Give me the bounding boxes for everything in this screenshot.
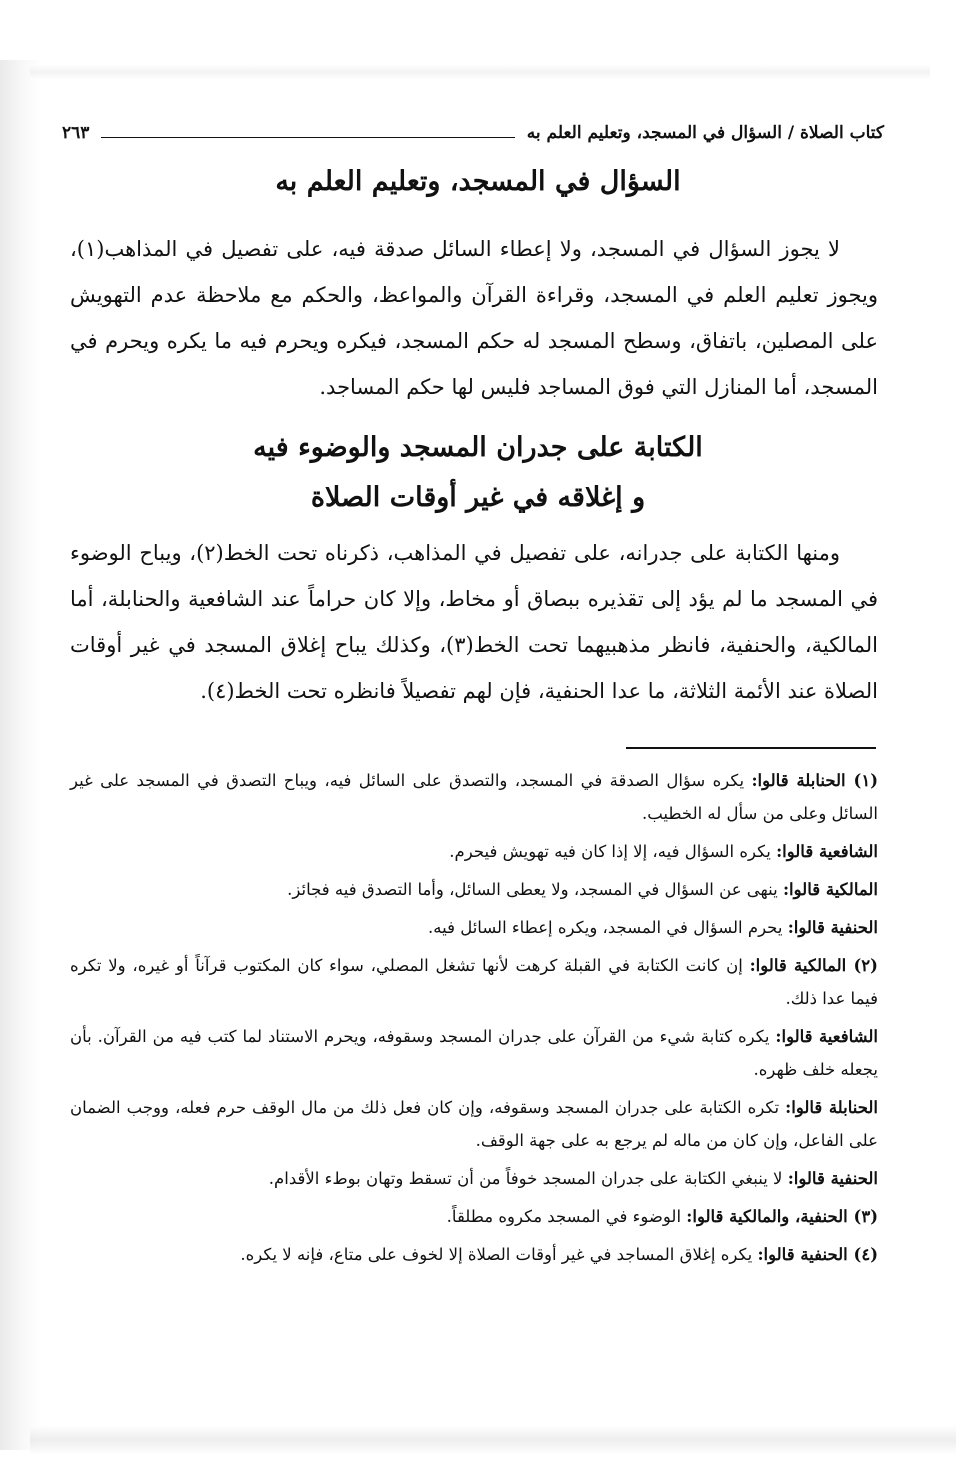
- header-rule: [101, 137, 514, 138]
- footnote: [70, 873, 878, 906]
- footnote-label: الحنابلة قالوا:: [785, 1098, 878, 1117]
- running-header: [62, 116, 884, 150]
- section-1-paragraph: [70, 226, 878, 410]
- footnote-label: الحنفية قالوا:: [787, 918, 878, 937]
- footnote-label: الشافعية قالوا:: [775, 1027, 878, 1046]
- section-heading-2-line-1: الكتابة على جدران المسجد والوضوء فيه: [253, 432, 703, 463]
- section-heading-1: السؤال في المسجد، وتعليم العلم به: [275, 166, 681, 197]
- footnote-label: المالكية قالوا:: [782, 880, 878, 899]
- footnote-text: يكره سؤال الصدقة في المسجد، والتصدق على السائل فيه، ويباح التصدق في المسجد على غير السائل وعلى من سأل له الخطيب.: [70, 771, 878, 823]
- footnote-text: ينهى عن السؤال في المسجد، ولا يعطى السائل، وأما التصدق فيه فجائز.: [287, 880, 783, 899]
- scan-binding-shadow: [0, 60, 42, 1450]
- footnote-label: الشافعية قالوا:: [776, 842, 878, 861]
- footnote: [70, 1020, 878, 1086]
- footnote-text: يحرم السؤال في المسجد، ويكره إعطاء السائل فيه.: [428, 918, 788, 937]
- footnote: [70, 1091, 878, 1157]
- footnote: [70, 1200, 878, 1233]
- page-number: ٢٦٣: [62, 123, 90, 143]
- footnote-label: الحنفية قالوا:: [787, 1169, 878, 1188]
- footnote: [70, 911, 878, 944]
- scan-top-shadow: [30, 64, 930, 80]
- running-title: كتاب الصلاة / السؤال في المسجد، وتعليم العلم به: [526, 123, 884, 143]
- footnote: [70, 835, 878, 868]
- footnote-text: الوضوء في المسجد مكروه مطلقاً.: [446, 1207, 687, 1226]
- footnote-text: إن كانت الكتابة في القبلة كرهت لأنها تشغل المصلي، سواء كان المكتوب قرآناً أو غيره، ولا تكره فيما عدا ذلك.: [70, 956, 878, 1008]
- section-2-text: ومنها الكتابة على جدرانه، على تفصيل في المذاهب، ذكرناه تحت الخط(٢)، ويباح الوضوء في المسجد ما لم يؤد إلى تقذيره ببصاق أو مخاط، وإلا كان حراماً عند الشافعية والحنابلة، أما المالكية، والحنفية، فانظر مذهبيهما تحت الخط(٣)، وكذلك يباح إغلاق المسجد في غير أوقات الصلاة عند الأئمة الثلاثة، ما عدا الحنفية، فإن لهم تفصيلاً فانظره تحت الخط(٤).: [70, 541, 878, 703]
- scan-bottom-shadow: [30, 1425, 956, 1455]
- footnote: [70, 949, 878, 1015]
- section-heading-2-line-2: و إغلاقه في غير أوقات الصلاة: [310, 482, 646, 513]
- footnote-text: تكره الكتابة على جدران المسجد وسقوفه، وإن كان فعل ذلك من مال الوقف حرم فعله، ووجب الضمان على الفاعل، وإن كان من ماله لم يرجع به على جهة الوقف.: [70, 1098, 878, 1150]
- footnote: [70, 1162, 878, 1195]
- section-2-paragraph: [70, 530, 878, 714]
- footnote-text: يكره السؤال فيه، إلا إذا كان فيه تهويش فيحرم.: [449, 842, 777, 861]
- footnote: [70, 764, 878, 830]
- footnote-label: (١) الحنابلة قالوا:: [751, 771, 878, 790]
- section-1-text: لا يجوز السؤال في المسجد، ولا إعطاء السائل صدقة فيه، على تفصيل في المذاهب(١)، ويجوز تعليم العلم في المسجد، وقراءة القرآن والمواعظ، والحكم مع ملاحظة عدم التهويش على المصلين، باتفاق، وسطح المسجد له حكم المسجد، فيكره ويحرم فيه ما يكره ويحرم في المسجد، أما المنازل التي فوق المساجد فليس لها حكم المساجد.: [70, 237, 878, 399]
- footnotes: [70, 764, 878, 1271]
- footnote-text: يكره كتابة شيء من القرآن على جدران المسجد وسقوفه، ويحرم الاستناد لما كتب فيه من القرآن. بأن يجعله خلف ظهره.: [70, 1027, 878, 1079]
- footnote-text: يكره إغلاق المساجد في غير أوقات الصلاة إلا لخوف على متاع، فإنه لا يكره.: [240, 1245, 758, 1264]
- footnote: [70, 1238, 878, 1271]
- footnote-label: (٣) الحنفية، والمالكية قالوا:: [686, 1207, 878, 1226]
- footnote-separator: [626, 747, 876, 749]
- footnote-label: (٢) المالكية قالوا:: [749, 956, 878, 975]
- footnote-text: لا ينبغي الكتابة على جدران المسجد خوفاً من أن تسقط وتهان بوطء الأقدام.: [268, 1169, 788, 1188]
- footnote-label: (٤) الحنفية قالوا:: [757, 1245, 878, 1264]
